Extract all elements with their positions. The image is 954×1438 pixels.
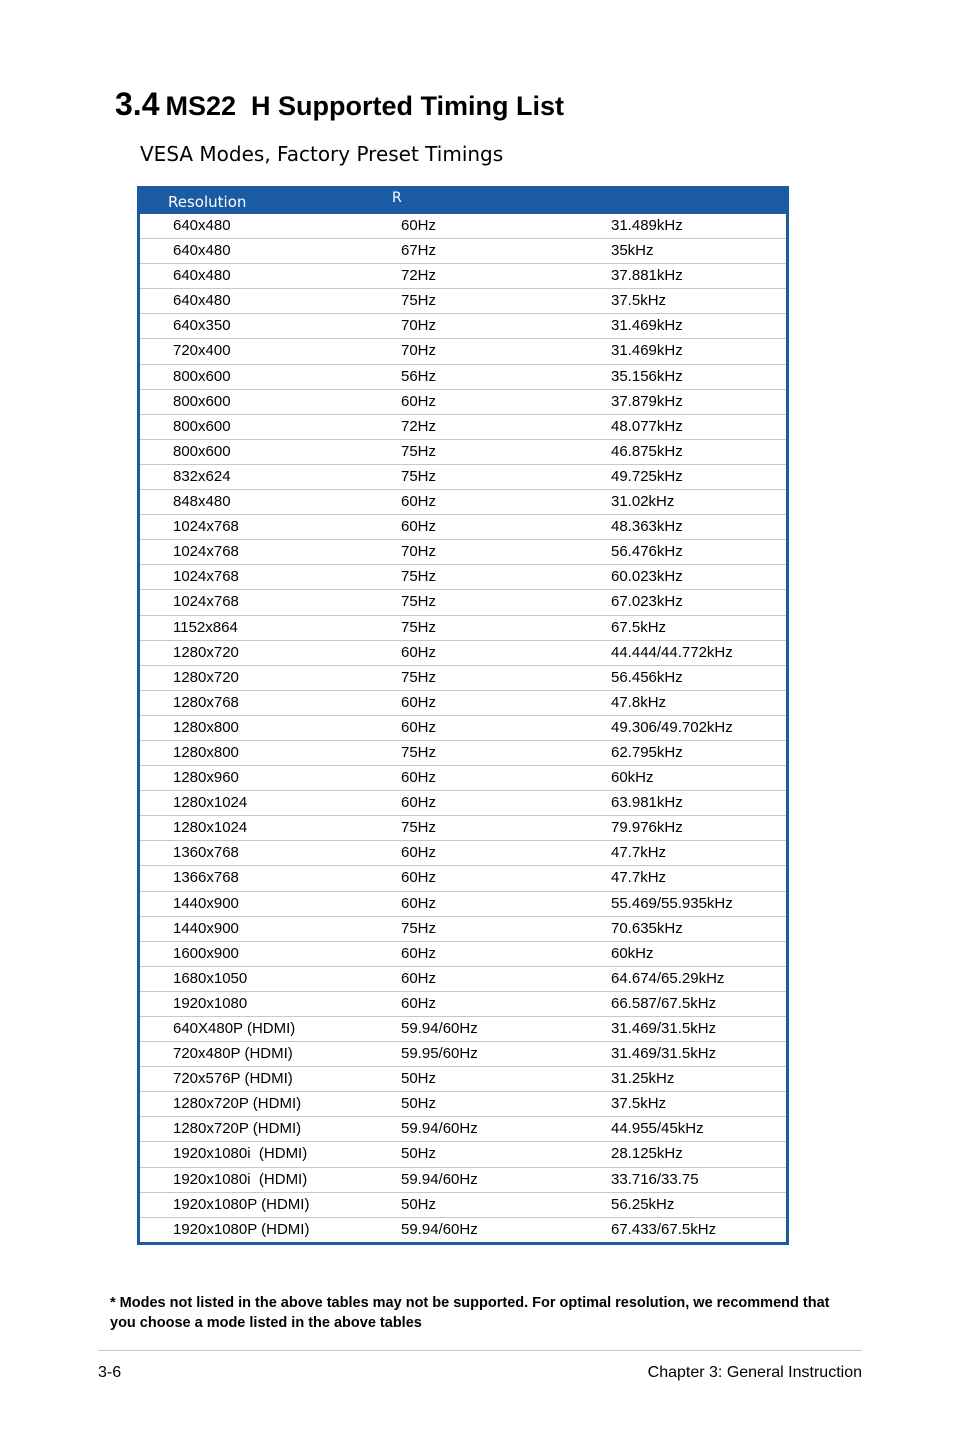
table-row: [140, 741, 786, 766]
cell-horizontal-freq: 37.879kHz: [611, 392, 683, 410]
footer-divider: [98, 1350, 862, 1351]
cell-vertical-freq: 60Hz: [401, 392, 437, 410]
cell-resolution: 832x624: [173, 467, 231, 485]
cell-resolution: 640x480: [173, 267, 231, 285]
cell-vertical-freq: 59.94/60Hz: [401, 1120, 478, 1138]
table-row: [140, 314, 786, 339]
footnote: * Modes not listed in the above tables may not be supported. For optimal resolution, we recommend that you choose a mode listed in the above tables: [110, 1295, 830, 1331]
table-row: [140, 365, 786, 390]
cell-horizontal-freq: 47.8kHz: [611, 693, 667, 711]
cell-horizontal-freq: 56.476kHz: [611, 543, 683, 561]
cell-vertical-freq: 60Hz: [401, 994, 437, 1012]
table-row: [140, 1067, 786, 1092]
table-row: [140, 866, 786, 891]
cell-horizontal-freq: 60.023kHz: [611, 568, 683, 586]
cell-resolution: 1280x768: [173, 693, 239, 711]
cell-vertical-freq: 75Hz: [401, 568, 437, 586]
cell-resolution: 800x600: [173, 417, 231, 435]
table-row: [140, 691, 786, 716]
cell-vertical-freq: 60Hz: [401, 693, 437, 711]
cell-horizontal-freq: 31.02kHz: [611, 493, 675, 511]
table-row: [140, 641, 786, 666]
table-row: [140, 716, 786, 741]
cell-vertical-freq: 70Hz: [401, 543, 437, 561]
table-row: [140, 1218, 786, 1243]
cell-horizontal-freq: 56.456kHz: [611, 668, 683, 686]
table-row: [140, 841, 786, 866]
chapter-label: Chapter 3: General Instruction: [647, 1364, 862, 1381]
cell-vertical-freq: 56Hz: [401, 367, 437, 385]
cell-horizontal-freq: 31.469/31.5kHz: [611, 1045, 717, 1063]
table-row: [140, 666, 786, 691]
table-row: [140, 1092, 786, 1117]
cell-horizontal-freq: 47.7kHz: [611, 869, 667, 887]
cell-horizontal-freq: 60kHz: [611, 769, 654, 787]
table-row: [140, 465, 786, 490]
table-row: [140, 816, 786, 841]
cell-horizontal-freq: 28.125kHz: [611, 1145, 683, 1163]
cell-resolution: 1280x720: [173, 643, 239, 661]
cell-resolution: 800x600: [173, 367, 231, 385]
cell-vertical-freq: 50Hz: [401, 1070, 437, 1088]
table-row: [140, 992, 786, 1017]
timing-table: [137, 186, 789, 1245]
cell-horizontal-freq: 33.716/33.75: [611, 1170, 699, 1188]
cell-resolution: 1280x1024: [173, 794, 248, 812]
cell-horizontal-freq: 35.156kHz: [611, 367, 683, 385]
section-number: 3.4: [115, 86, 160, 122]
cell-horizontal-freq: 60kHz: [611, 944, 654, 962]
cell-horizontal-freq: 47.7kHz: [611, 844, 667, 862]
cell-vertical-freq: 60Hz: [401, 844, 437, 862]
cell-horizontal-freq: 31.469kHz: [611, 317, 683, 335]
cell-vertical-freq: 60Hz: [401, 794, 437, 812]
cell-resolution: 1024x768: [173, 518, 239, 536]
cell-vertical-freq: 72Hz: [401, 267, 437, 285]
section-title: [115, 86, 564, 123]
cell-horizontal-freq: 79.976kHz: [611, 819, 683, 837]
cell-vertical-freq: 75Hz: [401, 467, 437, 485]
section-heading-text: MS22 H Supported Timing List: [165, 91, 565, 121]
cell-vertical-freq: 72Hz: [401, 417, 437, 435]
cell-resolution: 1920x1080i (HDMI): [173, 1170, 308, 1188]
cell-horizontal-freq: 35kHz: [611, 242, 654, 260]
cell-horizontal-freq: 55.469/55.935kHz: [611, 894, 733, 912]
table-row: [140, 967, 786, 992]
cell-vertical-freq: 59.94/60Hz: [401, 1020, 478, 1037]
cell-horizontal-freq: 31.469kHz: [611, 342, 683, 360]
table-row: [140, 616, 786, 641]
cell-horizontal-freq: 31.489kHz: [611, 217, 683, 234]
cell-vertical-freq: 60Hz: [401, 894, 437, 912]
table-row: [140, 766, 786, 791]
cell-vertical-freq: 59.94/60Hz: [401, 1220, 478, 1238]
cell-horizontal-freq: 70.635kHz: [611, 919, 683, 937]
cell-horizontal-freq: 49.306/49.702kHz: [611, 718, 733, 736]
cell-horizontal-freq: 67.433/67.5kHz: [611, 1220, 717, 1238]
cell-resolution: 640x350: [173, 317, 231, 335]
cell-resolution: 848x480: [173, 493, 231, 511]
cell-vertical-freq: 75Hz: [401, 442, 437, 460]
cell-horizontal-freq: 56.25kHz: [611, 1195, 675, 1213]
cell-vertical-freq: 70Hz: [401, 342, 437, 360]
cell-vertical-freq: 60Hz: [401, 643, 437, 661]
table-subtitle: VESA Modes, Factory Preset Timings: [140, 142, 504, 166]
cell-resolution: 1280x720: [173, 668, 239, 686]
cell-resolution: 1366x768: [173, 869, 239, 887]
table-row: [140, 440, 786, 465]
cell-horizontal-freq: 44.955/45kHz: [611, 1120, 704, 1138]
table-row: [140, 490, 786, 515]
table-row: [140, 289, 786, 314]
cell-vertical-freq: 70Hz: [401, 317, 437, 335]
cell-horizontal-freq: 49.725kHz: [611, 467, 683, 485]
cell-resolution: 1920x1080i (HDMI): [173, 1145, 308, 1163]
table-row: [140, 892, 786, 917]
cell-horizontal-freq: 46.875kHz: [611, 442, 683, 460]
cell-horizontal-freq: 37.881kHz: [611, 267, 683, 285]
cell-vertical-freq: 50Hz: [401, 1095, 437, 1113]
cell-vertical-freq: 50Hz: [401, 1145, 437, 1163]
cell-vertical-freq: 60Hz: [401, 769, 437, 787]
cell-vertical-freq: 75Hz: [401, 668, 437, 686]
cell-vertical-freq: 59.95/60Hz: [401, 1045, 478, 1063]
cell-resolution: 1680x1050: [173, 969, 248, 987]
cell-horizontal-freq: 64.674/65.29kHz: [611, 969, 725, 987]
cell-resolution: 640x480: [173, 292, 231, 310]
cell-horizontal-freq: 63.981kHz: [611, 794, 683, 812]
cell-resolution: 1920x1080: [173, 994, 248, 1012]
table-row: [140, 264, 786, 289]
cell-resolution: 640x480: [173, 242, 231, 260]
cell-resolution: 1440x900: [173, 894, 239, 912]
cell-horizontal-freq: 37.5kHz: [611, 1095, 667, 1113]
header-resolution: Resolution: [168, 193, 247, 211]
cell-vertical-freq: 60Hz: [401, 518, 437, 536]
cell-resolution: 1152x864: [173, 618, 238, 636]
cell-resolution: 1360x768: [173, 844, 239, 862]
cell-resolution: 1280x960: [173, 769, 239, 787]
table-row: [140, 390, 786, 415]
cell-vertical-freq: 60Hz: [401, 869, 437, 887]
cell-resolution: 720x400: [173, 342, 231, 360]
cell-resolution: 1920x1080P (HDMI): [173, 1220, 310, 1238]
header-refresh: R: [392, 190, 402, 206]
table-row: [140, 917, 786, 942]
cell-resolution: 720x576P (HDMI): [173, 1070, 293, 1088]
cell-vertical-freq: 67Hz: [401, 242, 437, 260]
cell-horizontal-freq: 67.5kHz: [611, 618, 667, 636]
cell-vertical-freq: 75Hz: [401, 292, 437, 310]
table-row: [140, 239, 786, 264]
cell-resolution: 1280x800: [173, 718, 239, 736]
table-row: [140, 1117, 786, 1142]
cell-resolution: 800x600: [173, 442, 231, 460]
table-row: [140, 415, 786, 440]
cell-vertical-freq: 60Hz: [401, 718, 437, 736]
cell-resolution: 1024x768: [173, 543, 239, 561]
table-row: [140, 791, 786, 816]
table-row: [140, 1142, 786, 1167]
table-row: [140, 1017, 786, 1042]
table-row: [140, 590, 786, 615]
cell-resolution: 640x480: [173, 217, 231, 234]
cell-vertical-freq: 75Hz: [401, 819, 437, 837]
cell-vertical-freq: 75Hz: [401, 919, 437, 937]
cell-horizontal-freq: 48.077kHz: [611, 417, 683, 435]
table-row: [140, 1168, 786, 1193]
table-row: [140, 1193, 786, 1218]
table-row: [140, 540, 786, 565]
cell-horizontal-freq: 48.363kHz: [611, 518, 683, 536]
page-number: 3-6: [98, 1364, 122, 1381]
cell-vertical-freq: 50Hz: [401, 1195, 437, 1213]
cell-resolution: 1280x1024: [173, 819, 248, 837]
cell-resolution: 1024x768: [173, 593, 239, 611]
cell-resolution: 1600x900: [173, 944, 239, 962]
cell-vertical-freq: 75Hz: [401, 593, 437, 611]
table-row: [140, 339, 786, 364]
cell-vertical-freq: 75Hz: [401, 618, 437, 636]
cell-resolution: 720x480P (HDMI): [173, 1045, 293, 1063]
cell-horizontal-freq: 62.795kHz: [611, 743, 683, 761]
table-row: [140, 1042, 786, 1067]
table-row: [140, 214, 786, 239]
cell-resolution: 1440x900: [173, 919, 239, 937]
cell-horizontal-freq: 31.25kHz: [611, 1070, 675, 1088]
table-header: [140, 189, 786, 214]
cell-vertical-freq: 60Hz: [401, 217, 437, 234]
cell-vertical-freq: 60Hz: [401, 944, 437, 962]
table-row: [140, 515, 786, 540]
cell-horizontal-freq: 37.5kHz: [611, 292, 667, 310]
cell-resolution: 1280x720P (HDMI): [173, 1095, 302, 1113]
cell-horizontal-freq: 31.469/31.5kHz: [611, 1020, 717, 1037]
cell-horizontal-freq: 67.023kHz: [611, 593, 683, 611]
cell-vertical-freq: 60Hz: [401, 493, 437, 511]
cell-resolution: 800x600: [173, 392, 231, 410]
cell-resolution: 640X480P (HDMI): [173, 1020, 296, 1037]
cell-resolution: 1920x1080P (HDMI): [173, 1195, 310, 1213]
cell-resolution: 1280x720P (HDMI): [173, 1120, 302, 1138]
cell-vertical-freq: 59.94/60Hz: [401, 1170, 478, 1188]
cell-vertical-freq: 60Hz: [401, 969, 437, 987]
cell-vertical-freq: 75Hz: [401, 743, 437, 761]
table-row: [140, 565, 786, 590]
cell-resolution: 1280x800: [173, 743, 239, 761]
cell-resolution: 1024x768: [173, 568, 239, 586]
table-body: [140, 214, 786, 1243]
cell-horizontal-freq: 66.587/67.5kHz: [611, 994, 717, 1012]
table-row: [140, 942, 786, 967]
cell-horizontal-freq: 44.444/44.772kHz: [611, 643, 733, 661]
